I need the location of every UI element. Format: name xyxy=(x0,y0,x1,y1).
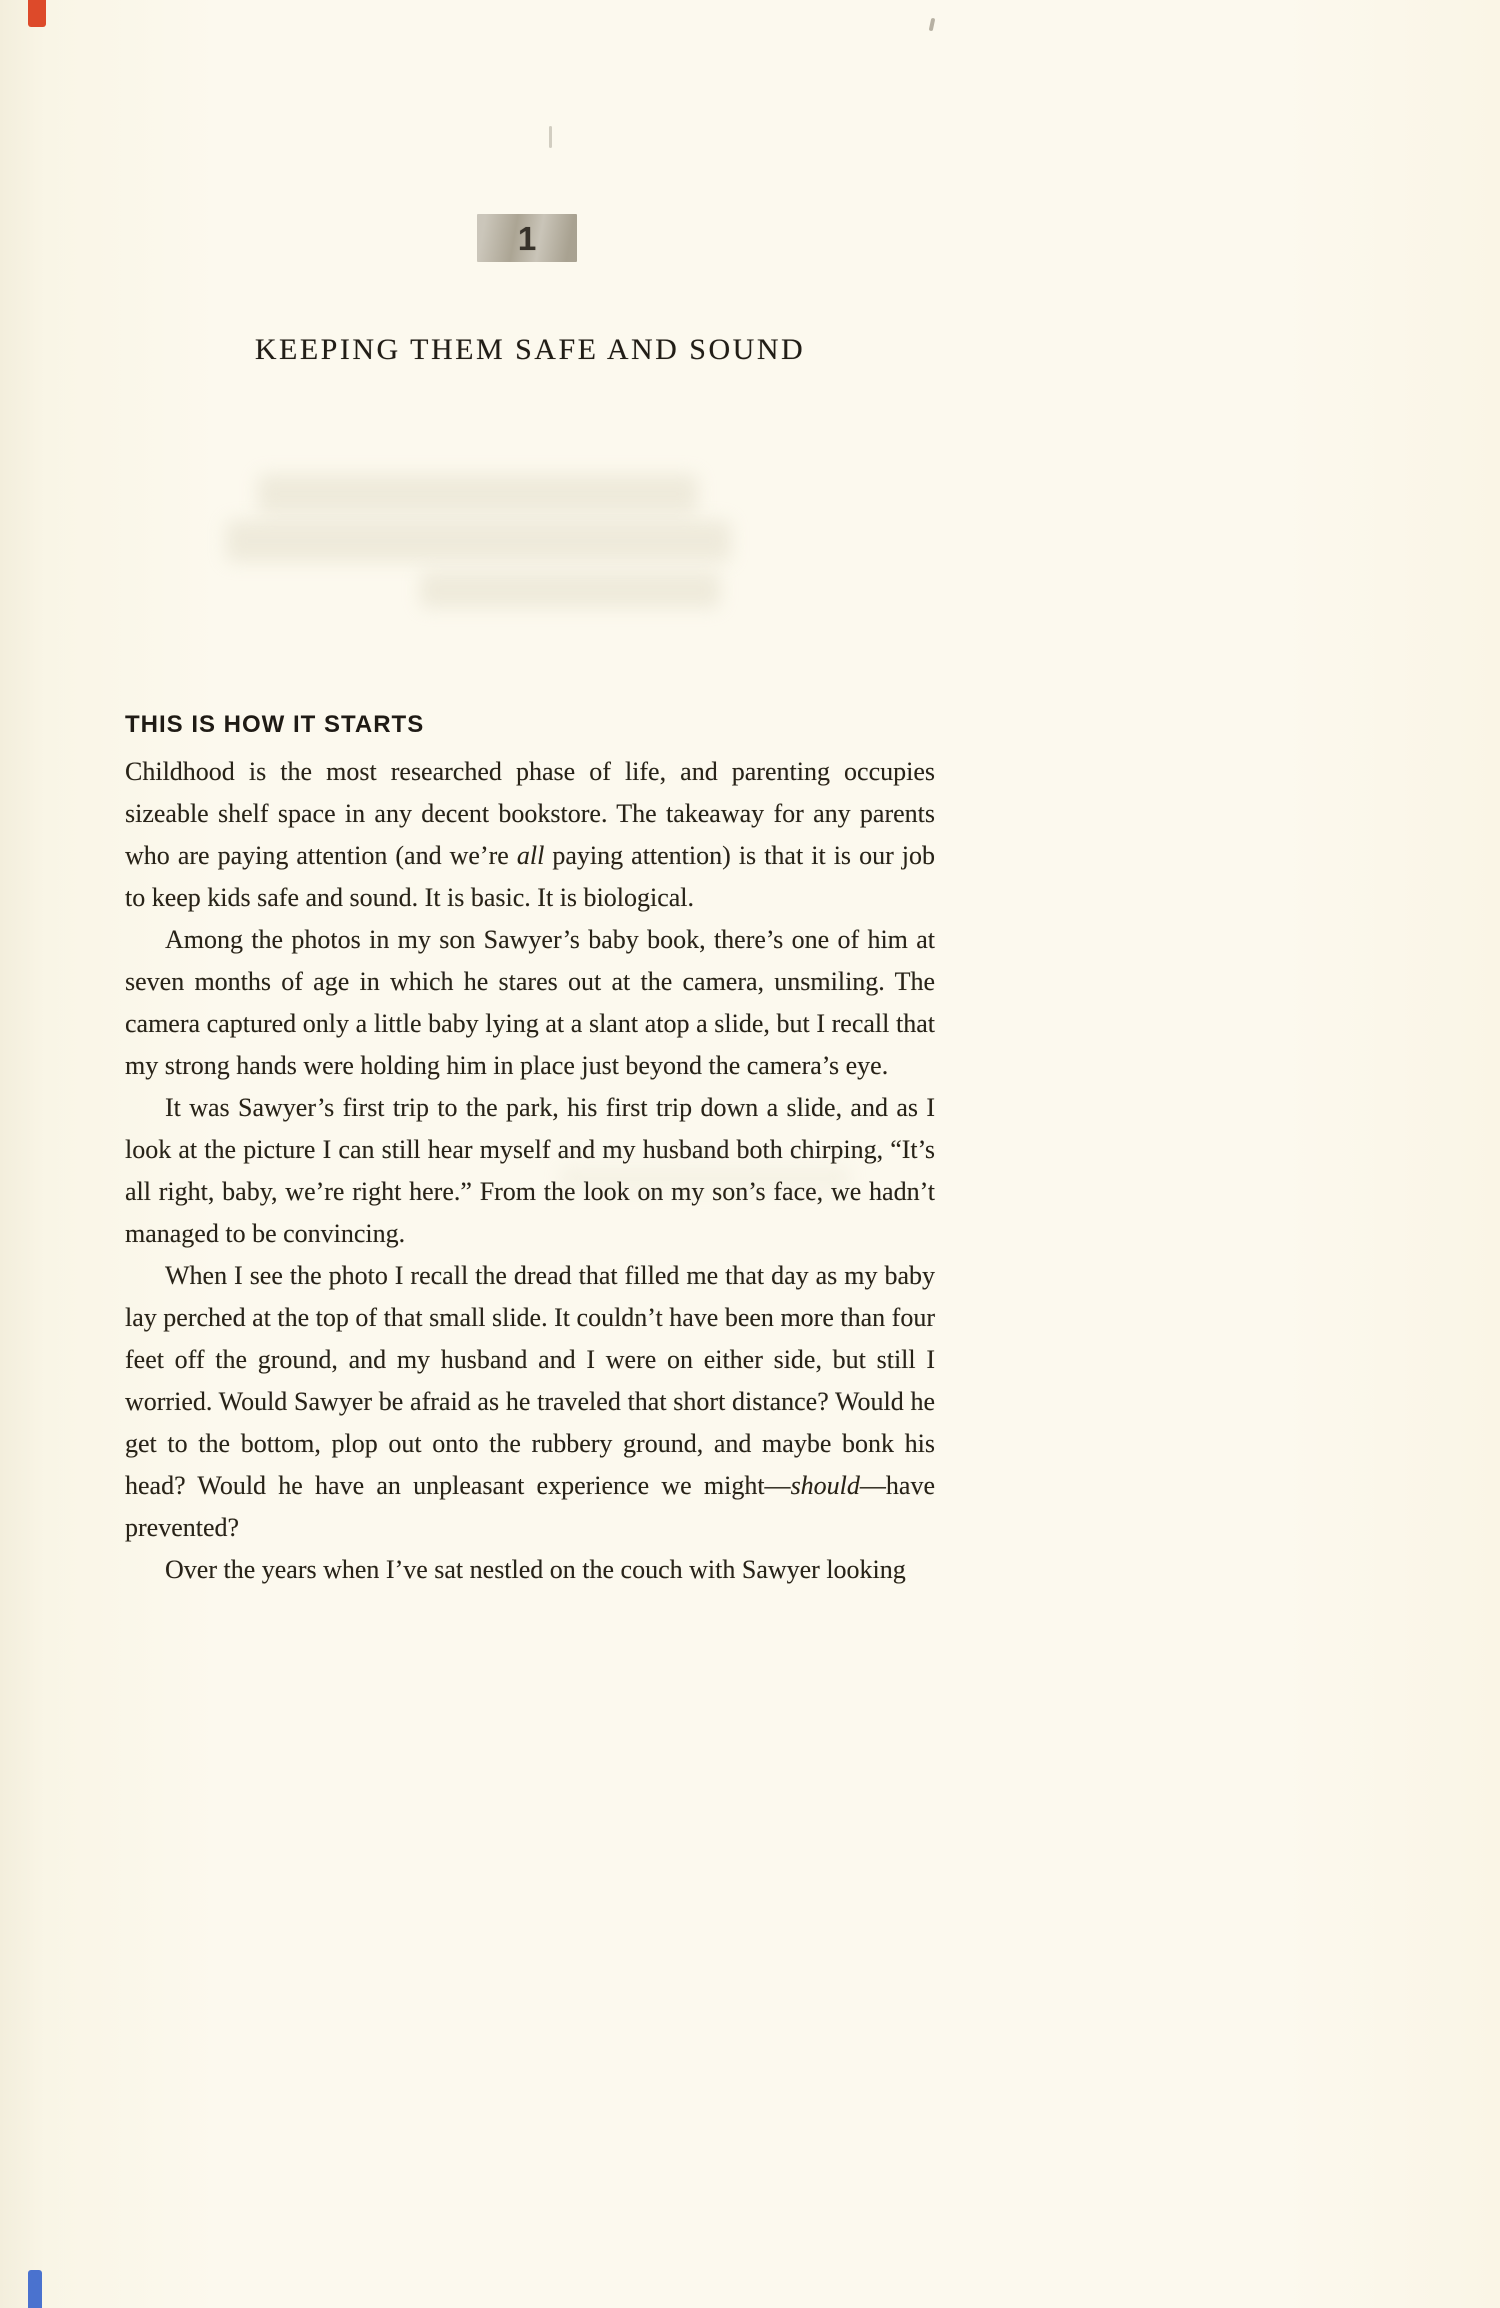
scan-smudge xyxy=(420,572,720,608)
scan-edge-mark-top xyxy=(28,0,46,27)
text-run: paying attention) is that it is our job to keep kids safe and sound. It is basic. It is biological. xyxy=(125,841,936,912)
italic-text-run: all xyxy=(516,841,545,870)
body-paragraph xyxy=(125,1255,935,1549)
chapter-number-box xyxy=(477,214,577,262)
text-run: When I see the photo I recall the dread that filled me that day as my baby lay perched at the top of that small slide. It couldn’t have been more than four feet off the ground, and my husband and I were on either side, but still I worried. Would Sawyer be afraid as he traveled that short distance? Would he get to the bottom, plop out onto the rubbery ground, and maybe bonk his head? Would he have an unpleasant experience we might— xyxy=(125,1261,935,1500)
body-paragraph xyxy=(125,919,935,1087)
chapter-title: KEEPING THEM SAFE AND SOUND xyxy=(254,333,806,366)
text-run: Among the photos in my son Sawyer’s baby book, there’s one of him at seven months of age in which he stares out at the camera, unsmiling. The camera captured only a little baby lying at a slant atop a slide, but I recall that my strong hands were holding him in place just beyond the camera’s eye. xyxy=(125,925,935,1080)
scan-smudge xyxy=(258,474,698,514)
section-heading: THIS IS HOW IT STARTS xyxy=(125,711,425,738)
scan-speck xyxy=(549,126,552,148)
scan-smudge xyxy=(226,520,731,562)
text-run: —have prevented? xyxy=(125,1471,935,1542)
scan-speck xyxy=(929,18,936,32)
body-text xyxy=(125,751,935,1591)
text-run: Over the years when I’ve sat nestled on the couch with Sawyer looking xyxy=(165,1555,906,1584)
text-run: Childhood is the most researched phase of life, and parenting occupies sizeable shelf space in any decent bookstore. The takeaway for any parents who are paying attention (and we’re xyxy=(125,757,935,870)
text-run: It was Sawyer’s first trip to the park, his first trip down a slide, and as I look at the picture I can still hear myself and my husband both chirping, “It’s all right, baby, we’re right here.” From the look on my son’s face, we hadn’t managed to be convincing. xyxy=(125,1093,935,1248)
body-paragraph xyxy=(125,1549,935,1591)
body-paragraph xyxy=(125,1087,935,1255)
body-paragraph xyxy=(125,751,935,919)
chapter-number: 1 xyxy=(517,219,537,257)
italic-text-run: should xyxy=(790,1471,860,1500)
scan-edge-mark-bottom xyxy=(28,2270,42,2308)
